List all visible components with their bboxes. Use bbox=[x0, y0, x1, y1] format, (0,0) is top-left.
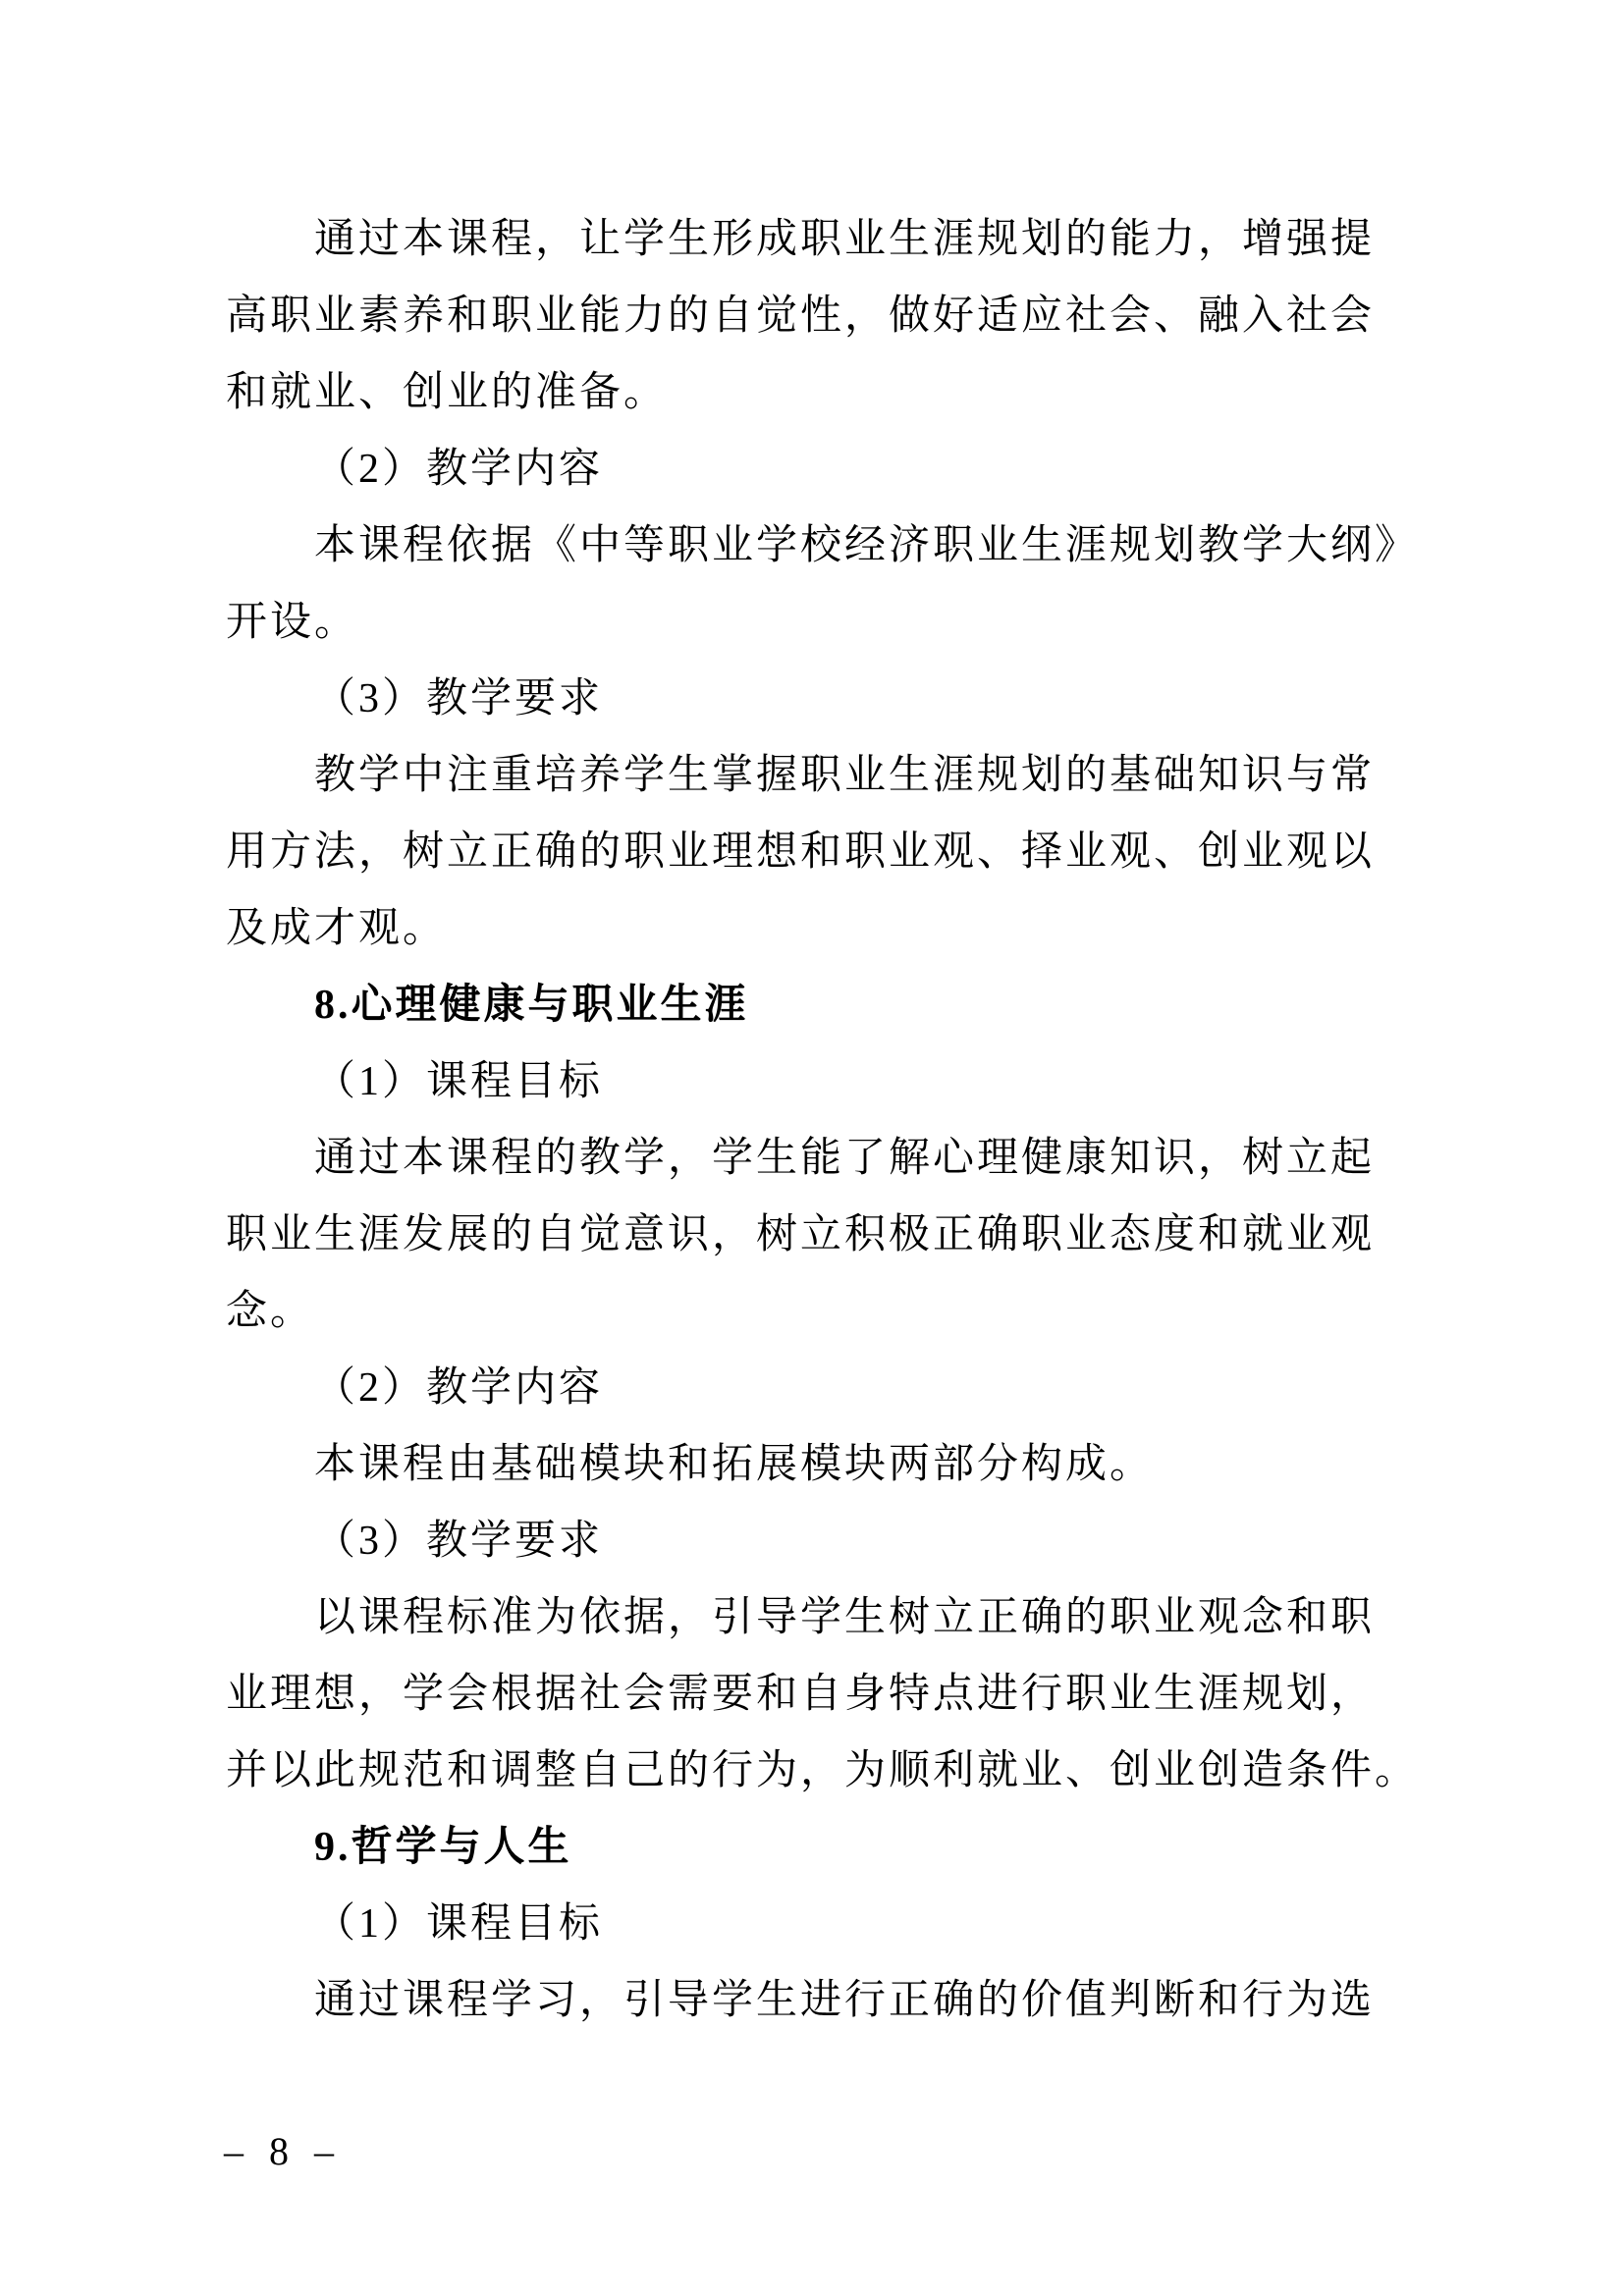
text-line: （1）课程目标 bbox=[314, 1901, 604, 1947]
page-number: – 8 – bbox=[224, 2129, 336, 2173]
text-line: 职业生涯发展的自觉意识，树立积极正确职业态度和就业观 bbox=[226, 1212, 1376, 1257]
text-line: 和就业、创业的准备。 bbox=[226, 370, 669, 415]
text-line: （3）教学要求 bbox=[314, 676, 604, 721]
text-line: （2）教学内容 bbox=[314, 447, 604, 492]
text-line: 通过课程学习，引导学生进行正确的价值判断和行为选 bbox=[314, 1978, 1376, 2023]
text-line: 通过本课程，让学生形成职业生涯规划的能力，增强提 bbox=[314, 217, 1376, 262]
text-line: （3）教学要求 bbox=[314, 1519, 604, 1564]
text-line: 本课程由基础模块和拓展模块两部分构成。 bbox=[314, 1442, 1155, 1487]
heading-line: 8.心理健康与职业生涯 bbox=[314, 983, 749, 1028]
document-body bbox=[226, 201, 1420, 2039]
text-line: （2）教学内容 bbox=[314, 1365, 604, 1411]
heading-line: 9.哲学与人生 bbox=[314, 1825, 572, 1870]
text-line: 并以此规范和调整自己的行为，为顺利就业、创业创造条件。 bbox=[226, 1748, 1420, 1793]
text-line: 开设。 bbox=[226, 600, 359, 645]
text-line: 通过本课程的教学，学生能了解心理健康知识，树立起 bbox=[314, 1136, 1376, 1181]
text-line: 高职业素养和职业能力的自觉性，做好适应社会、融入社会 bbox=[226, 294, 1376, 339]
text-line: 用方法，树立正确的职业理想和职业观、择业观、创业观以 bbox=[226, 829, 1376, 875]
text-line: 教学中注重培养学生掌握职业生涯规划的基础知识与常 bbox=[314, 753, 1376, 798]
text-line: 业理想，学会根据社会需要和自身特点进行职业生涯规划， bbox=[226, 1672, 1376, 1717]
text-line: 念。 bbox=[226, 1289, 315, 1334]
text-line: 以课程标准为依据，引导学生树立正确的职业观念和职 bbox=[314, 1595, 1376, 1640]
text-line: 本课程依据《中等职业学校经济职业生涯规划教学大纲》 bbox=[314, 523, 1420, 568]
text-line: （1）课程目标 bbox=[314, 1059, 604, 1104]
text-line: 及成才观。 bbox=[226, 906, 448, 951]
